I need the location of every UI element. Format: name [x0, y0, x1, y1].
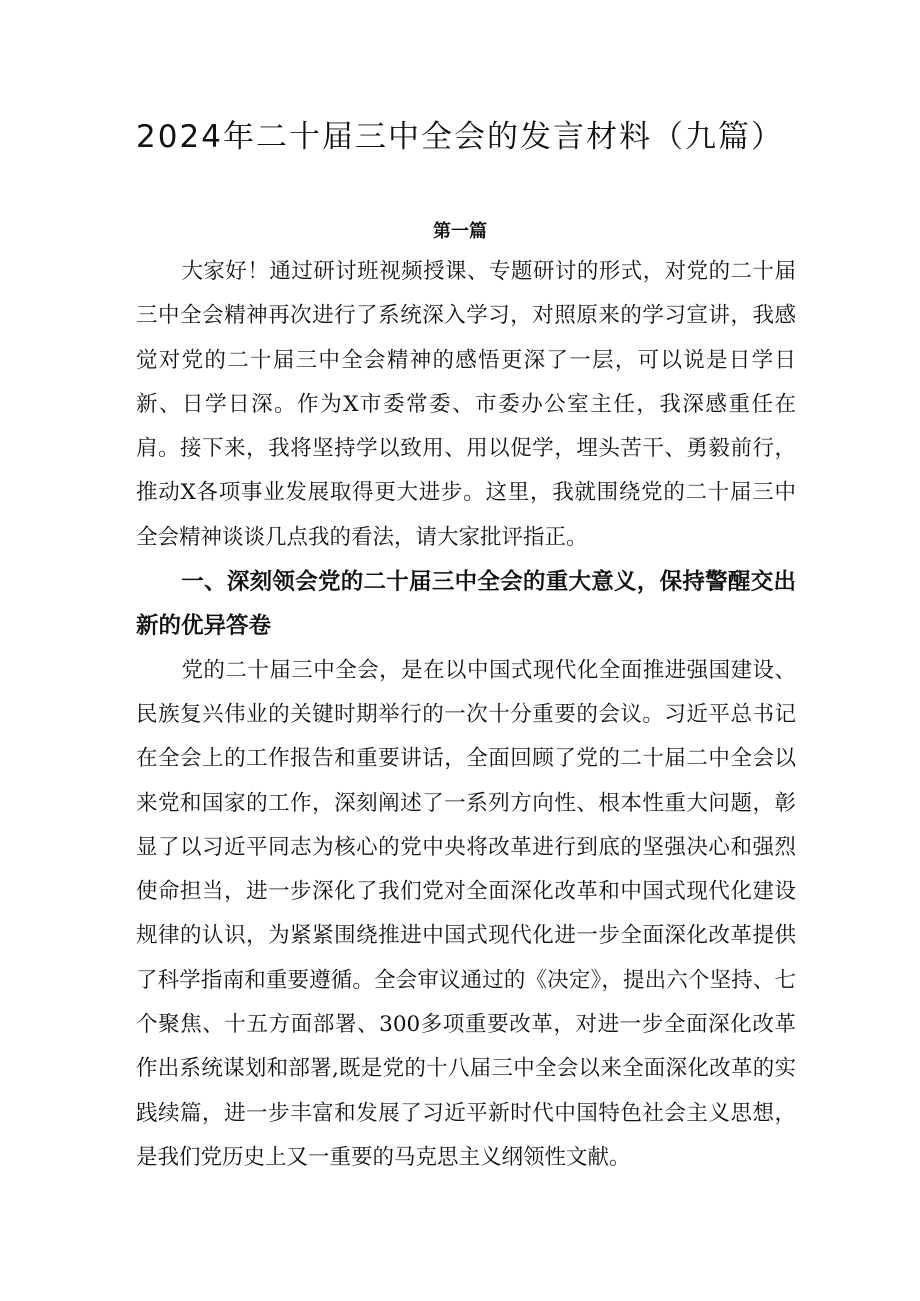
section-heading — [136, 560, 796, 649]
document-body — [136, 250, 796, 1180]
body-paragraph-text: 党的二十届三中全会，是在以中国式现代化全面推进强国建设、民族复兴伟业的关键时期举行的一次十分重要的会议。习近平总书记在全会上的工作报告和重要讲话，全面回顾了党的二十届二中全会以来党和国家的工作，深刻阐述了一系列方向性、根本性重大问题，彰显了以习近平同志为核心的党中央将改革进行到底的坚强决心和强烈使命担当，进一步深化了我们党对全面深化改革和中国式现代化建设规律的认识，为紧紧围绕推进中国式现代化进一步全面深化改革提供了科学指南和重要遵循。全会审议通过的《决定》，提出六个坚持、七个聚焦、十五方面部署、300多项重要改革，对进一步全面深化改革作出系统谋划和部署,既是党的十八届三中全会以来全面深化改革的实践续篇，进一步丰富和发展了习近平新时代中国特色社会主义思想，是我们党历史上又一重要的马克思主义纲领性文献。 — [136, 657, 796, 1170]
section-heading-text: 一、深刻领会党的二十届三中全会的重大意义，保持警醒交出新的优异答卷 — [136, 569, 796, 640]
document-title: 2024年二十届三中全会的发言材料（九篇） — [136, 119, 784, 155]
intro-paragraph — [136, 250, 796, 560]
body-paragraph — [136, 649, 796, 1181]
section-label: 第一篇 — [433, 221, 487, 242]
intro-paragraph-text: 大家好！通过研讨班视频授课、专题研讨的形式，对党的二十届三中全会精神再次进行了系统深入学习，对照原来的学习宣讲，我感觉对党的二十届三中全会精神的感悟更深了一层，可以说是日学日新、日学日深。作为X市委常委、市委办公室主任，我深感重任在肩。接下来，我将坚持学以致用、用以促学，埋头苦干、勇毅前行，推动X各项事业发展取得更大进步。这里，我就围绕党的二十届三中全会精神谈谈几点我的看法，请大家批评指正。 — [136, 259, 796, 550]
